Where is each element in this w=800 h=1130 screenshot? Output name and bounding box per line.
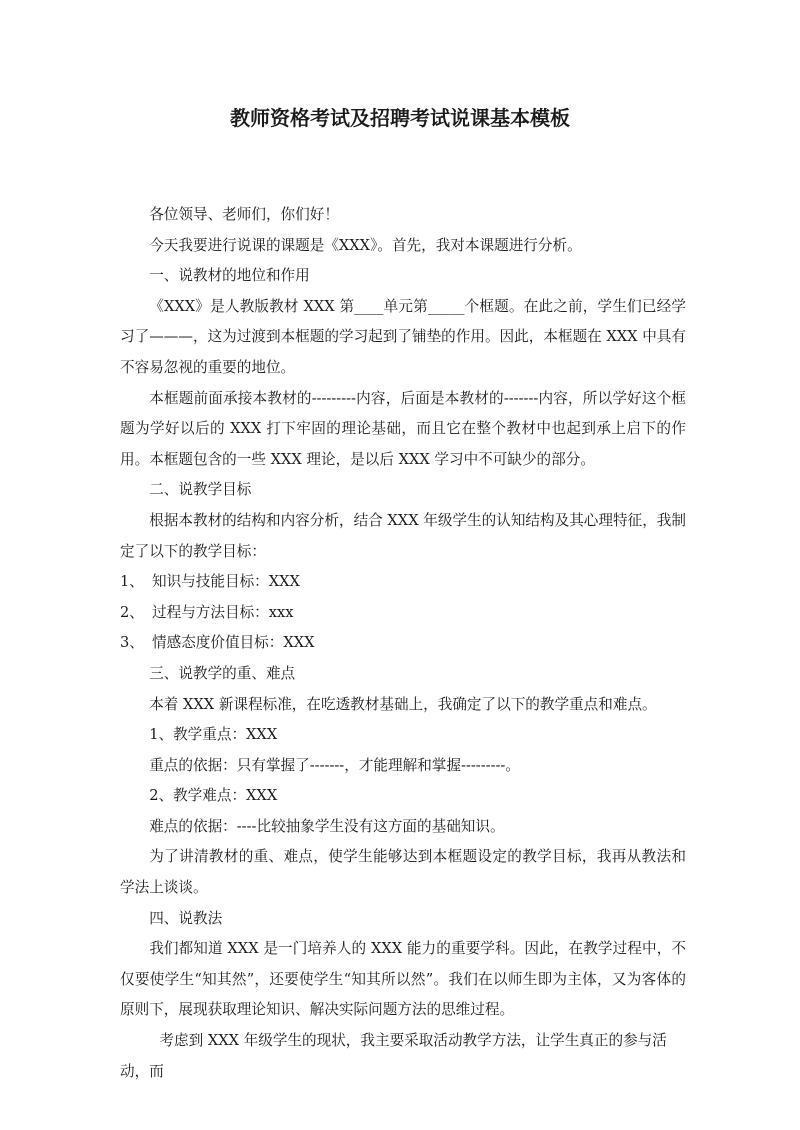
goal-number: 2、 [120, 603, 144, 621]
goal-number: 1、 [120, 573, 144, 591]
greeting: 各位领导、老师们，你们好！ [149, 206, 339, 223]
goal-text: 情感态度价值目标：XXX [152, 634, 315, 652]
intro-paragraph: 今天我要进行说课的课题是《XXX》。首先，我对本课题进行分析。 [149, 236, 582, 254]
document-body [120, 200, 686, 1087]
goal-item [120, 567, 686, 598]
key-point: 1、教学重点：XXX [149, 726, 278, 744]
section-3-paragraph-2: 为了讲清教材的重、难点，使学生能够达到本框题设定的教学目标，我再从教法和学法上谈谈。 [120, 848, 686, 897]
section-2-paragraph: 根据本教材的结构和内容分析，结合 XXX 年级学生的认知结构及其心理特征，我制定了以下的教学目标： [120, 511, 686, 560]
difficult-point-basis: 难点的依据：----比较抽象学生没有这方面的基础知识。 [149, 817, 505, 835]
section-heading-4: 四、说教法 [149, 909, 223, 927]
section-heading-1: 一、说教材的地位和作用 [149, 267, 310, 285]
goal-text: 知识与技能目标：XXX [152, 573, 300, 591]
section-heading-2: 二、说教学目标 [149, 481, 252, 499]
section-heading-3: 三、说教学的重、难点 [149, 664, 296, 682]
section-4-paragraph-1: 我们都知道 XXX 是一门培养人的 XXX 能力的重要学科。因此，在教学过程中，不仅要使学生“知其然”，还要使学生“知其所以然”。我们在以师生即为主体，又为客体的原则下，展现获取理论知识、解决实际问题方法的思维过程。 [120, 940, 686, 1019]
section-1-paragraph-1: 《XXX》是人教版教材 XXX 第____单元第_____个框题。在此之前，学生们已经学习了———，这为过渡到本框题的学习起到了铺垫的作用。因此，本框题在 XXX 中具有不容易忽视的重要的地位。 [120, 297, 686, 376]
section-3-paragraph: 本着 XXX 新课程标准，在吃透教材基础上，我确定了以下的教学重点和难点。 [149, 695, 657, 713]
key-point-basis: 重点的依据：只有掌握了-------，才能理解和掌握---------。 [149, 756, 520, 774]
goal-item [120, 628, 686, 659]
goal-item [120, 598, 686, 629]
goal-number: 3、 [120, 634, 144, 652]
difficult-point: 2、教学难点：XXX [149, 787, 278, 805]
page-title: 教师资格考试及招聘考试说课基本模板 [230, 106, 570, 130]
section-1-paragraph-2: 本框题前面承接本教材的---------内容，后面是本教材的-------内容，所以学好这个框题为学好以后的 XXX 打下牢固的理论基础，而且它在整个教材中也起到承上启下的作用。本框题包含的一些 XXX 理论，是以后 XXX 学习中不可缺少的部分。 [120, 389, 686, 468]
section-4-paragraph-2: 考虑到 XXX 年级学生的现状，我主要采取活动教学方法，让学生真正的参与活动，而 [120, 1032, 667, 1080]
goal-text: 过程与方法目标：xxx [152, 603, 294, 621]
